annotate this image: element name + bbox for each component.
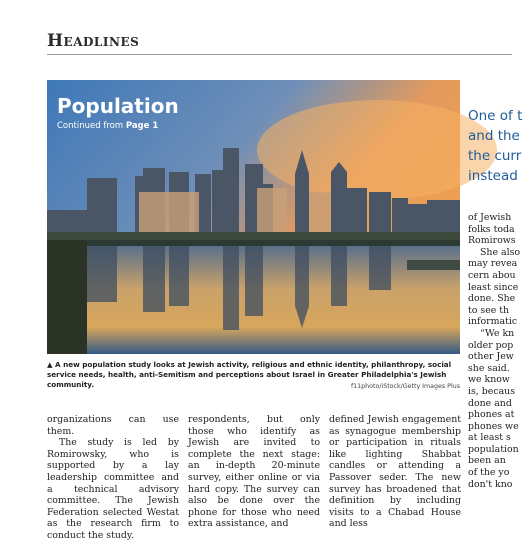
- column-line: done. She: [468, 293, 516, 305]
- column-line: she said.: [468, 362, 510, 374]
- column-line: population: [468, 443, 519, 455]
- column-line: been an: [468, 455, 506, 467]
- column-line: of the yo: [468, 467, 510, 479]
- column-line: phones we: [468, 420, 519, 432]
- photo-subtitle-page: Page 1: [125, 121, 159, 131]
- column-line: other Jew: [468, 351, 514, 363]
- photo-credit: f11photo/iStock/Getty Images Plus: [350, 383, 460, 390]
- article-column-1: [47, 414, 179, 542]
- column-line: informatic: [468, 316, 518, 328]
- article-column-4: [468, 212, 528, 490]
- section-rule: [47, 54, 512, 55]
- column-paragraph: respondents, but only those who identify as Jewish are invited to complete the next stage: an in-depth 20-minute survey, either online or via hard copy. The survey can also be done over the phone for those who need extra assistance, and: [188, 414, 320, 530]
- column-line: may revea: [468, 258, 518, 270]
- column-line: to see th: [468, 304, 510, 316]
- column-line: we know: [468, 374, 510, 386]
- pull-quote-line: the curr: [468, 148, 522, 164]
- article-photo: [47, 80, 460, 354]
- column-line: least since: [468, 281, 519, 293]
- pull-quote-line: and the: [468, 128, 520, 144]
- column-line: of Jewish: [468, 212, 512, 223]
- column-line: She also: [480, 246, 521, 258]
- column-line: don't kno: [468, 478, 513, 490]
- column-line: phones at: [468, 409, 515, 421]
- article-column-2: [188, 414, 320, 530]
- column-line: Romirows: [468, 235, 516, 247]
- column-paragraph: defined Jewish engagement as synagogue membership or participation in rituals like lighting Shabbat candles or attending a Passover seder. The new survey has broadened that definition by including visits to a Chabad House and less: [329, 414, 461, 530]
- column-line: is, becaus: [468, 385, 516, 397]
- pull-quote: [468, 106, 528, 186]
- photo-subtitle: [57, 121, 158, 131]
- photo-title: Population: [57, 94, 179, 118]
- column-line: at least s: [468, 432, 511, 444]
- column-line: done and: [468, 397, 512, 409]
- caption-text: A new population study looks at Jewish activity, religious and ethnic identity, philanthropy, social service needs, health, anti-Semitism and perceptions about Israel in Greater Philadelphia's Jewish community.: [47, 360, 452, 389]
- section-heading: Headlines: [47, 31, 140, 51]
- pull-quote-line: instead: [468, 168, 518, 184]
- photo-subtitle-prefix: Continued from: [57, 121, 126, 131]
- caption-marker: ▲: [47, 360, 53, 369]
- column-line: “We kn: [480, 327, 515, 339]
- column-line: older pop: [468, 339, 514, 351]
- column-line: cern abou: [468, 269, 516, 281]
- pull-quote-line: One of t: [468, 108, 523, 124]
- column-line: folks toda: [468, 223, 515, 235]
- column-paragraph: organizations can use them.: [47, 414, 179, 437]
- column-paragraph: The study is led by Romirowsky, who is supported by a lay leadership committee and a technical advisory committee. The Jewish Federation selected Westat as the research firm to conduct the study.: [47, 437, 179, 541]
- article-column-3: [329, 414, 461, 530]
